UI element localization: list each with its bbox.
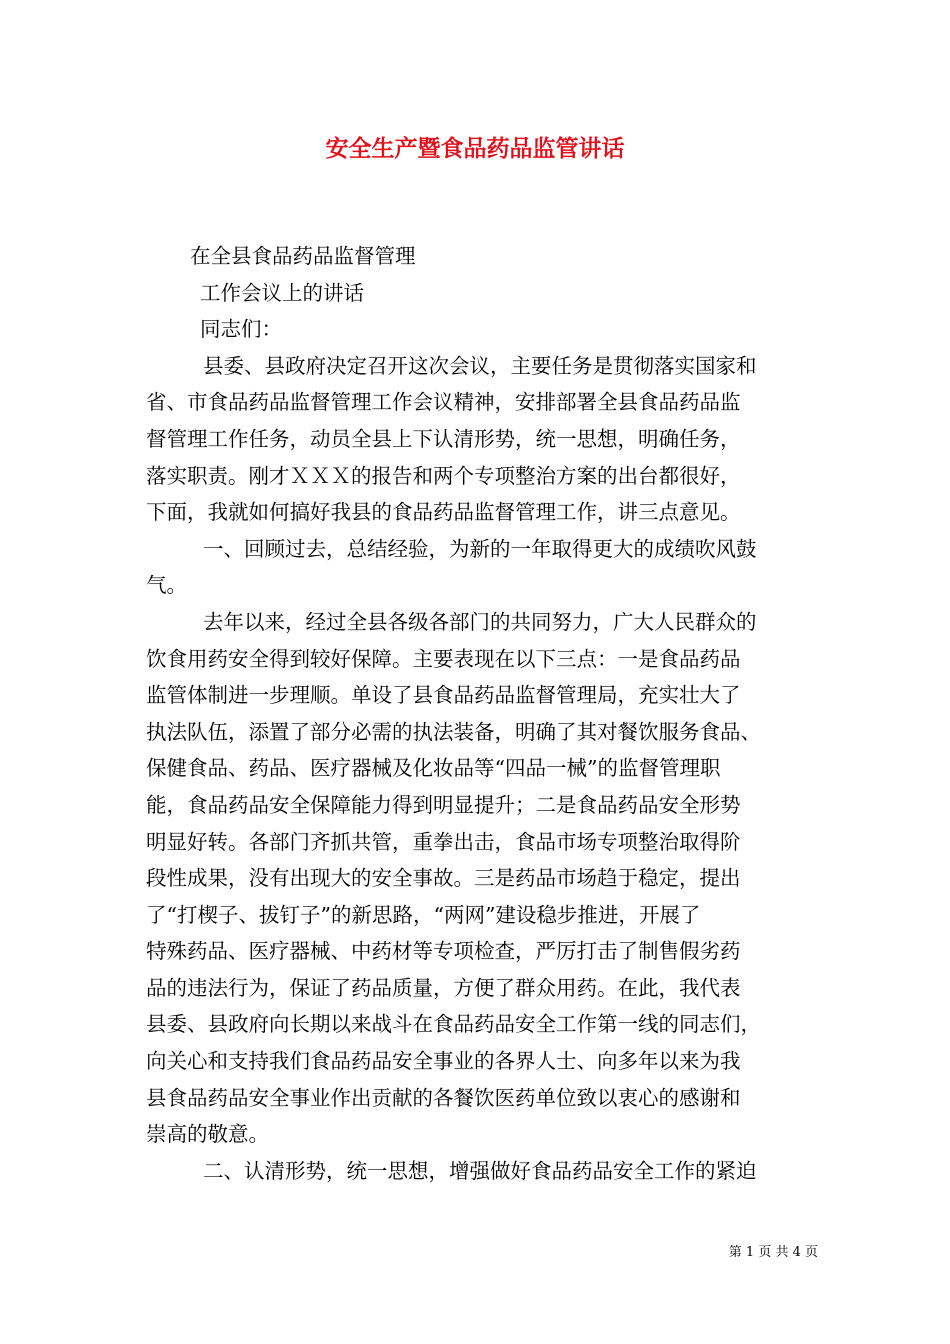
body-line: 在全县食品药品监督管理 (190, 244, 416, 268)
body-line: 同志们： (200, 317, 282, 342)
body-line: 省、市食品药品监督管理工作会议精神，安排部署全县食品药品监 (146, 390, 741, 415)
body-line: 气。 (146, 573, 187, 598)
body-line: 下面，我就如何搞好我县的食品药品监督管理工作，讲三点意见。 (146, 500, 741, 525)
body-line: 保健食品、药品、医疗器械及化妆品等“四品一械”的监督管理职 (146, 756, 721, 781)
document-title: 安全生产暨食品药品监管讲话 (325, 135, 625, 162)
body-line: 品的违法行为，保证了药品质量，方便了群众用药。在此，我代表 (146, 975, 741, 1000)
body-line: 崇高的敬意。 (146, 1122, 269, 1147)
body-line: 去年以来，经过全县各级各部门的共同努力，广大人民群众的 (203, 609, 757, 634)
document-body (146, 238, 818, 1189)
body-line: 能，食品药品安全保障能力得到明显提升；二是食品药品安全形势 (146, 792, 741, 817)
body-line: 县食品药品安全事业作出贡献的各餐饮医药单位致以衷心的感谢和 (146, 1085, 741, 1110)
body-line: 县委、县政府向长期以来战斗在食品药品安全工作第一线的同志们， (146, 1012, 761, 1037)
body-line: 一、回顾过去，总结经验，为新的一年取得更大的成绩吹风鼓 (203, 536, 757, 561)
body-line: 段性成果，没有出现大的安全事故。三是药品市场趋于稳定，提出 (146, 866, 741, 891)
body-line: 饮食用药安全得到较好保障。主要表现在以下三点：一是食品药品 (146, 646, 741, 671)
body-line: 特殊药品、医疗器械、中药材等专项检查，严厉打击了制售假劣药 (146, 939, 741, 964)
body-line: 了“打楔子、拔钉子”的新思路，“两网”建设稳步推进，开展了 (146, 902, 701, 927)
body-line: 明显好转。各部门齐抓共管，重拳出击，食品市场专项整治取得阶 (146, 829, 741, 854)
body-line: 执法队伍，添置了部分必需的执法装备，明确了其对餐饮服务食品、 (146, 719, 761, 744)
body-line: 督管理工作任务，动员全县上下认清形势，统一思想，明确任务， (146, 426, 741, 451)
page-number: 第 1 页 共 4 页 (728, 1245, 818, 1260)
body-line: 落实职责。刚才ＸＸＸ的报告和两个专项整治方案的出台都很好， (146, 463, 741, 488)
body-line: 工作会议上的讲话 (200, 280, 364, 305)
body-line: 县委、县政府决定召开这次会议，主要任务是贯彻落实国家和 (203, 353, 757, 378)
body-line: 二、认清形势，统一思想，增强做好食品药品安全工作的紧迫 (203, 1158, 757, 1183)
body-line: 监管体制进一步理顺。单设了县食品药品监督管理局，充实壮大了 (146, 683, 741, 708)
body-line: 向关心和支持我们食品药品安全事业的各界人士、向多年以来为我 (146, 1049, 741, 1074)
